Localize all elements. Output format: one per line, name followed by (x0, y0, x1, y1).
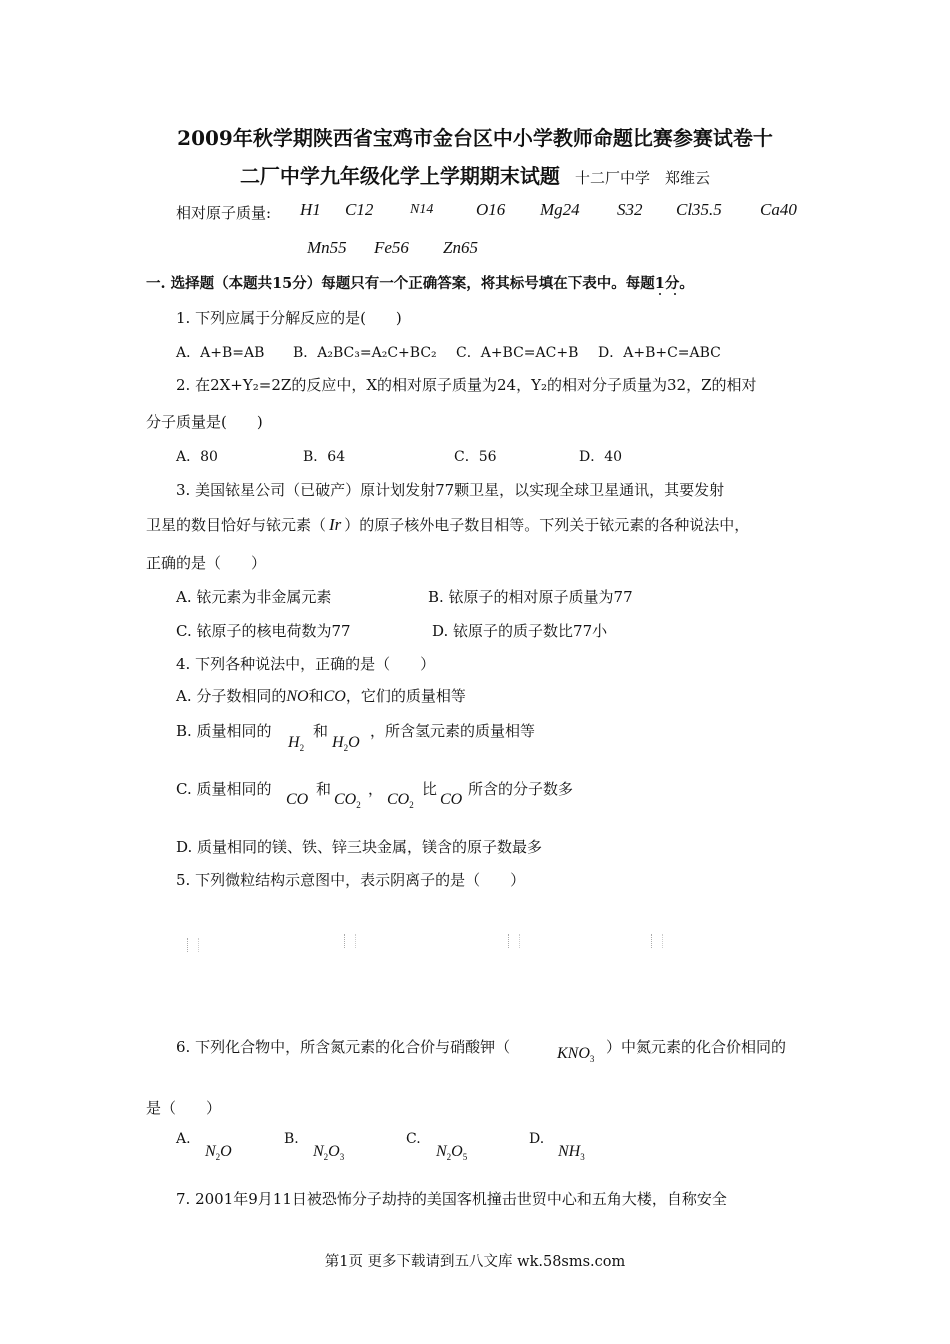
q6-stem-line1: 6. 下列化合物中，所含氮元素的化合价与硝酸钾（ (176, 1038, 511, 1056)
q1-option-d: D．A+B+C=ABC (598, 345, 721, 361)
page-footer: 第1页 更多下载请到五八文库 wk.58sms.com (324, 1254, 626, 1270)
atomic-mass-o: O16 (476, 200, 506, 219)
q5-structure-diagram-c (508, 934, 520, 948)
q6-formula-n2o5: $N_2O_5$ (436, 1143, 468, 1163)
q5-stem: 5. 下列微粒结构示意图中，表示阴离子的是（ ） (176, 871, 526, 889)
q3-option-b: B. 铱原子的相对原子质量为77 (428, 588, 633, 606)
q4-c-formula-co2: $CO_2$ (334, 791, 361, 811)
q7-stem: 7. 2001年9月11日被恐怖分子劫持的美国客机撞击世贸中心和五角大楼，自称安全 (176, 1190, 727, 1208)
q1-option-b: B．A₂BC₃=A₂C+BC₂ (293, 345, 437, 361)
q4-c-and: 和 (316, 780, 332, 798)
q4-c-comma: ， (368, 780, 384, 798)
doc-title-line1: 2009年秋学期陕西省宝鸡市金台区中小学教师命题比赛参赛试卷十 (177, 126, 773, 150)
q4-option-d: D. 质量相同的镁、铁、锌三块金属，镁含的原子数最多 (176, 838, 543, 856)
q4-a-formula-co: CO (323, 688, 346, 705)
doc-title-line2: 二厂中学九年级化学上学期期末试题 (239, 164, 560, 188)
q4-c-formula-co2b: $CO_2$ (387, 791, 414, 811)
q4-c-post: 所含的分子数多 (468, 780, 574, 798)
q6-stem-line1b: ）中氮元素的化合价相同的 (606, 1038, 787, 1056)
q3-option-c: C. 铱原子的核电荷数为77 (176, 622, 351, 640)
atomic-mass-mg: Mg24 (540, 200, 580, 219)
q6-option-c: C. (406, 1131, 421, 1147)
q4-b-formula-h2o: $H_2O$ (332, 734, 360, 754)
q1-stem: 1. 下列应属于分解反应的是( ) (176, 309, 402, 327)
q4-b-post: ，所含氢元素的质量相等 (370, 722, 536, 740)
q4-c-pre: C. 质量相同的 (176, 780, 272, 798)
atomic-mass-cl: Cl35.5 (676, 200, 722, 219)
q4-c-formula-co: CO (286, 791, 309, 808)
doc-author: 十二厂中学 郑维云 (575, 169, 711, 187)
atomic-mass-s: S32 (617, 200, 643, 219)
q4-stem: 4. 下列各种说法中，正确的是（ ） (176, 655, 436, 673)
q6-formula-n2o: $N_2O$ (205, 1143, 232, 1163)
q4-b-pre: B. 质量相同的 (176, 722, 272, 740)
atomic-mass-label: 相对原子质量: (176, 204, 272, 222)
emphasis-dot (659, 293, 661, 295)
q4-a-formula-no: NO (286, 688, 309, 705)
q4-c-formula-cob: CO (440, 791, 463, 808)
q6-option-a: A. (176, 1131, 191, 1147)
q2-option-d: D．40 (579, 449, 623, 465)
q4-c-bi: 比 (422, 780, 438, 798)
q1-option-a: A．A+B=AB (176, 345, 265, 361)
q2-option-b: B．64 (303, 449, 346, 465)
atomic-mass-ca: Ca40 (760, 200, 797, 219)
q3-option-a: A. 铱元素为非金属元素 (176, 588, 332, 606)
doc-title-line2-row (0, 160, 950, 189)
q3-stem-line2 (146, 514, 749, 535)
atomic-mass-fe: Fe56 (374, 238, 409, 257)
section-heading: 一. 选择题（本题共15分）每题只有一个正确答案，将其标号填在下表中。每题1分。 (146, 275, 694, 292)
q3-option-d: D. 铱原子的质子数比77小 (432, 622, 608, 640)
emphasis-dot (674, 293, 676, 295)
q1-option-c: C．A+BC=AC+B (456, 345, 579, 361)
q5-structure-diagram-b (344, 934, 356, 948)
q3-stem-line1: 3. 美国铱星公司（已破产）原计划发射77颗卫星，以实现全球卫星通讯，其要发射 (176, 481, 725, 499)
q5-structure-diagram-a (187, 938, 199, 952)
atomic-mass-h: H1 (300, 200, 321, 219)
q2-option-c: C．56 (454, 449, 497, 465)
q4-b-formula-h2: $H_2$ (288, 734, 305, 754)
q2-option-a: A．80 (176, 449, 218, 465)
q3-stem-line2b: ）的原子核外电子数目相等。下列关于铱元素的各种说法中， (344, 516, 750, 534)
q6-option-d: D. (529, 1131, 545, 1147)
q4-option-a (176, 685, 466, 706)
q6-stem-line2: 是（ ） (146, 1099, 222, 1117)
q2-stem-line2: 分子质量是( ) (146, 413, 263, 431)
q6-formula-kno3: $KNO_3$ (557, 1045, 595, 1065)
q6-formula-nh3: $NH_3$ (558, 1143, 585, 1163)
q6-formula-n2o3: $N_2O_3$ (313, 1143, 345, 1163)
q2-stem-line1: 2. 在2X+Y₂=2Z的反应中，X的相对原子质量为24，Y₂的相对分子质量为32，Z的相对 (176, 376, 757, 394)
q4-a-pre: A. 分子数相同的 (176, 687, 287, 705)
q3-stem-line3: 正确的是（ ） (146, 554, 267, 572)
q3-ir-symbol: Ir (329, 515, 342, 534)
atomic-mass-zn: Zn65 (443, 238, 478, 257)
atomic-mass-n: N14 (410, 202, 434, 217)
q4-a-post: ，它们的质量相等 (345, 687, 466, 705)
atomic-mass-c: C12 (345, 200, 374, 219)
q4-a-and: 和 (308, 687, 324, 705)
atomic-mass-mn: Mn55 (307, 238, 347, 257)
q5-structure-diagram-d (651, 934, 663, 948)
q6-option-b: B. (284, 1131, 299, 1147)
q4-b-and: 和 (313, 722, 329, 740)
q3-stem-line2a: 卫星的数目恰好与铱元素（ (146, 516, 327, 534)
